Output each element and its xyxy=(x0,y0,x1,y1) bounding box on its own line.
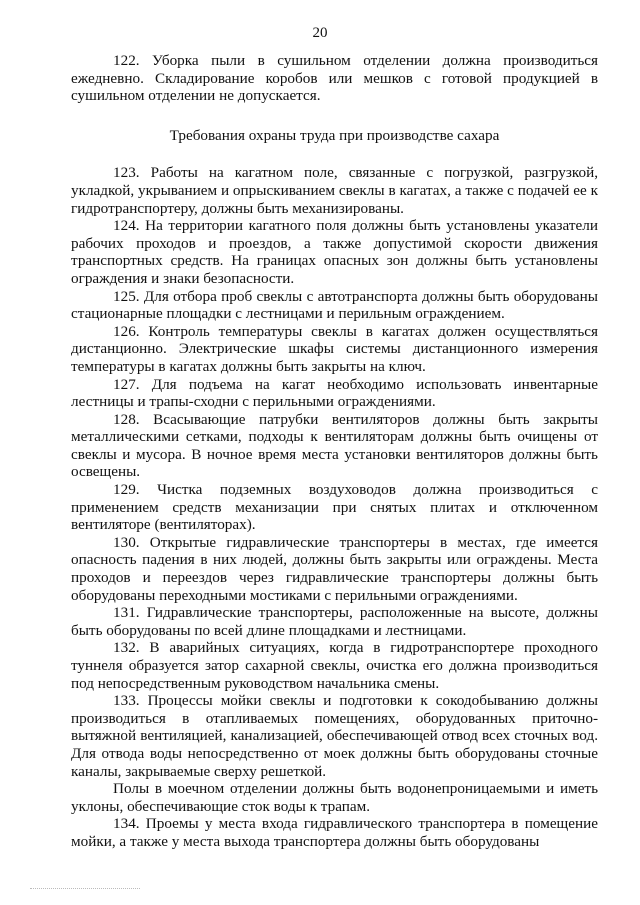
scan-artifact xyxy=(30,886,140,889)
document-body xyxy=(71,52,598,851)
paragraph-128: 128. Всасывающие патрубки вентиляторов должны быть закрыты металлическими сетками, подходы к вентиляторам должны быть очищены от свеклы и мусора. В ночное время места установки вентиляторов должны быть освещены. xyxy=(71,410,598,481)
paragraph-124: 124. На территории кагатного поля должны быть установлены указатели рабочих проходов и проездов, а также допустимой скорости движения транспортных средств. На границах опасных зон должны быть установлены ограждения и знаки безопасности. xyxy=(71,217,598,287)
paragraph-123: 123. Работы на кагатном поле, связанные с погрузкой, разгрузкой, укладкой, укрыванием и опрыскиванием свеклы в кагатах, а также с подачей ее к гидротранспортеру, должны быть механизированы. xyxy=(71,164,598,217)
paragraph-122: 122. Уборка пыли в сушильном отделении должна производиться ежедневно. Складирование коробов или мешков с готовой продукцией в сушильном отделении не допускается. xyxy=(71,52,598,105)
paragraph-126: 126. Контроль температуры свеклы в кагатах должен осуществляться дистанционно. Электрические шкафы системы дистанционного измерения температуры в кагатах должны быть закрыты на ключ. xyxy=(71,322,598,375)
paragraph-125: 125. Для отбора проб свеклы с автотранспорта должны быть оборудованы стационарные площадки с лестницами и перильным ограждением. xyxy=(71,287,598,323)
section-heading: Требования охраны труда при производстве сахара xyxy=(169,126,500,144)
paragraph-131: 131. Гидравлические транспортеры, расположенные на высоте, должны быть оборудованы по всей длине площадками и лестницами. xyxy=(71,604,598,639)
paragraph-129: 129. Чистка подземных воздуховодов должна производиться с применением средств механизации при снятых плитах и отключенном вентиляторе (вентиляторах). xyxy=(71,481,598,534)
paragraph-133: 133. Процессы мойки свеклы и подготовки к сокодобыванию должны производиться в отапливаемых помещениях, оборудованных приточно-вытяжной вентиляцией, канализацией, обеспечивающей отвод всех сточных вод. Для отвода воды непосредственно от моек должны быть оборудованы сточные каналы, закрываемые сверху решеткой. xyxy=(71,692,598,780)
page-number: 20 xyxy=(312,25,328,41)
paragraph-floors: Полы в моечном отделении должны быть водонепроницаемыми и иметь уклоны, обеспечивающие сток воды к трапам. xyxy=(71,780,598,815)
paragraph-134: 134. Проемы у места входа гидравлического транспортера в помещение мойки, а также у места выхода транспортера должны быть оборудованы xyxy=(71,815,598,850)
paragraph-130: 130. Открытые гидравлические транспортеры в местах, где имеется опасность падения в них людей, должны быть закрыты или ограждены. Места проходов и переездов через гидравлические транспортеры должны быть оборудованы переходными мостиками с перильными ограждениями. xyxy=(71,533,598,604)
paragraph-132: 132. В аварийных ситуациях, когда в гидротранспортере проходного туннеля образуется затор сахарной свеклы, очистка его должна производиться под непосредственным руководством начальника смены. xyxy=(71,639,598,692)
paragraph-127: 127. Для подъема на кагат необходимо использовать инвентарные лестницы и трапы-сходни с перильными ограждениями. xyxy=(71,375,598,411)
